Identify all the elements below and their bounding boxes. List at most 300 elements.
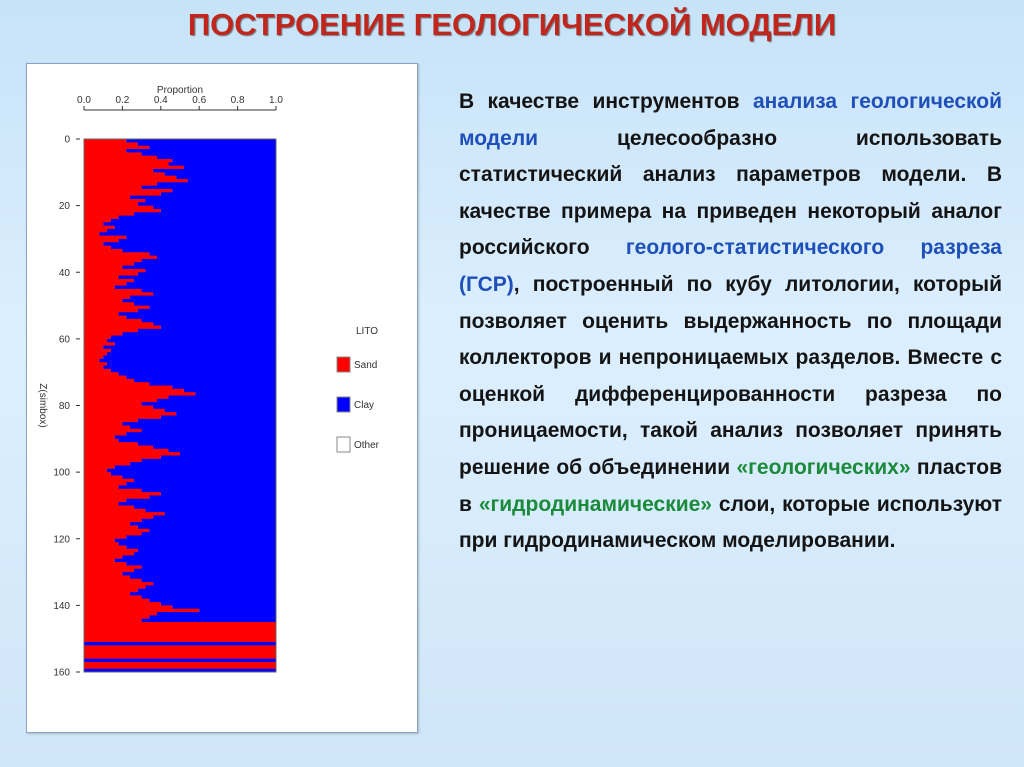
bar-clay	[161, 192, 276, 196]
bar-clay	[119, 276, 276, 280]
x-tick-label: 1.0	[269, 95, 283, 106]
bar-sand	[84, 469, 107, 473]
bar-sand	[84, 206, 153, 210]
body-paragraph	[459, 84, 1002, 560]
bar-sand	[84, 392, 195, 396]
bar-sand	[84, 605, 172, 609]
bar-sand	[84, 149, 126, 153]
bar-clay	[111, 336, 276, 340]
bar-clay	[126, 149, 276, 153]
bar-clay	[103, 242, 276, 246]
bar-sand	[84, 186, 142, 190]
bar-sand	[84, 352, 107, 356]
bar-sand	[84, 329, 138, 333]
legend-swatch	[337, 437, 350, 452]
bar-sand	[84, 572, 122, 576]
y-tick-label: 140	[53, 600, 70, 612]
bar-clay	[126, 432, 276, 436]
bar-sand	[84, 142, 138, 146]
bar-clay	[145, 509, 276, 513]
bar-clay	[145, 269, 276, 273]
bar-clay	[122, 422, 276, 426]
bar-sand	[84, 562, 126, 566]
bar-clay	[126, 236, 276, 240]
bar-sand	[84, 192, 161, 196]
bar-clay	[138, 525, 276, 529]
bar-clay	[119, 312, 276, 316]
bar-clay	[153, 322, 276, 326]
bar-clay	[157, 612, 276, 616]
bar-clay	[138, 589, 276, 593]
bar-clay	[130, 522, 276, 526]
bar-clay	[119, 542, 276, 546]
y-tick-label: 80	[58, 401, 70, 412]
bar-sand	[84, 276, 119, 280]
bar-clay	[142, 402, 276, 406]
bar-clay	[115, 435, 276, 439]
bar-sand	[84, 179, 188, 183]
bar-clay	[122, 555, 276, 559]
bar-sand	[84, 389, 184, 393]
bar-clay	[134, 212, 276, 216]
bar-sand	[84, 146, 149, 150]
bar-clay	[134, 262, 276, 266]
bar-clay	[130, 592, 276, 596]
lithology-proportion-chart	[27, 64, 417, 732]
bar-sand	[84, 485, 119, 489]
bar-clay	[130, 462, 276, 466]
bar-clay	[153, 582, 276, 586]
bar-clay	[142, 186, 276, 190]
bar-clay	[111, 472, 276, 476]
bar-sand	[84, 472, 111, 476]
bar-sand	[84, 386, 172, 390]
bar-clay	[195, 392, 276, 396]
x-tick-label: 0.8	[230, 95, 245, 106]
text-segment: «гидродинамические»	[478, 492, 712, 516]
bar-sand	[84, 602, 161, 606]
bar-sand	[84, 232, 99, 236]
bar-sand	[84, 435, 115, 439]
bar-sand	[84, 332, 122, 336]
bar-sand	[84, 339, 107, 343]
bar-sand	[84, 246, 111, 250]
bar-clay	[161, 326, 276, 330]
bar-sand	[84, 156, 157, 160]
bar-sand	[84, 555, 122, 559]
bar-clay	[126, 562, 276, 566]
bar-sand	[84, 495, 149, 499]
bar-clay	[165, 172, 276, 176]
bar-sand	[84, 615, 149, 619]
bar-clay	[153, 515, 276, 519]
bar-clay	[107, 339, 276, 343]
slide-title: ПОСТРОЕНИЕ ГЕОЛОГИЧЕСКОЙ МОДЕЛИ	[187, 7, 837, 42]
bar-clay	[176, 176, 276, 180]
bar-clay	[138, 202, 276, 206]
bar-clay	[126, 376, 276, 380]
bar-sand	[84, 402, 142, 406]
bar-clay	[165, 512, 276, 516]
bar-clay	[142, 459, 276, 463]
text-segment: слои, которые используют при гидродинамическом моделировании.	[459, 492, 1002, 553]
bar-clay	[134, 505, 276, 509]
bar-clay	[149, 529, 276, 533]
bar-sand	[84, 256, 157, 260]
bar-clay	[188, 179, 276, 183]
bar-clay	[134, 279, 276, 283]
bar-clay	[103, 222, 276, 226]
bar-sand	[84, 229, 107, 233]
bar-clay	[138, 142, 276, 146]
bar-clay	[142, 489, 276, 493]
bar-clay	[119, 216, 276, 220]
bar-clay	[172, 605, 276, 609]
bar-sand	[84, 349, 111, 353]
bar-clay	[107, 469, 276, 473]
bar-clay	[149, 146, 276, 150]
bar-clay	[84, 642, 276, 646]
bar-sand	[84, 226, 115, 230]
bar-clay	[138, 272, 276, 276]
bar-clay	[153, 206, 276, 210]
bar-clay	[153, 292, 276, 296]
bar-clay	[115, 286, 276, 290]
bar-sand	[84, 552, 134, 556]
bar-sand	[84, 499, 126, 503]
bar-sand	[84, 239, 119, 243]
bar-sand	[84, 342, 115, 346]
bar-sand	[84, 296, 130, 300]
legend-swatch	[337, 357, 350, 372]
bar-clay	[145, 585, 276, 589]
bar-sand	[84, 599, 149, 603]
bar-clay	[115, 559, 276, 563]
bar-sand	[84, 279, 134, 283]
bar-sand	[84, 292, 153, 296]
bar-sand	[84, 482, 126, 486]
legend-entry-label: Other	[354, 440, 380, 451]
bar-sand	[84, 196, 130, 200]
bar-sand	[84, 639, 276, 643]
bar-sand	[84, 665, 276, 669]
bar-sand	[84, 269, 145, 273]
bar-sand	[84, 569, 134, 573]
bar-sand	[84, 622, 276, 626]
bar-clay	[142, 532, 276, 536]
bar-clay	[134, 569, 276, 573]
bar-clay	[161, 455, 276, 459]
bar-sand	[84, 216, 119, 220]
bar-clay	[142, 565, 276, 569]
bar-clay	[184, 389, 276, 393]
bar-clay	[157, 399, 276, 403]
bar-sand	[84, 356, 103, 360]
bar-sand	[84, 259, 142, 263]
bar-sand	[84, 529, 149, 533]
bar-clay	[122, 266, 276, 270]
text-segment: , построенный по кубу литологии, который позволяет оценить выдержанность по площади коллекторов и непроницаемых разделов. Вместе с оценкой дифференцированности разреза по проницаемости, такой анализ позволяет принять решение об объединении	[459, 272, 1002, 479]
x-axis-title: Proportion	[156, 85, 204, 96]
bar-clay	[138, 419, 276, 423]
bar-sand	[84, 575, 130, 579]
x-tick-label: 0.2	[115, 95, 130, 106]
bar-sand	[84, 362, 107, 366]
bar-sand	[84, 459, 142, 463]
bar-clay	[119, 372, 276, 376]
bar-clay	[119, 439, 276, 443]
bar-sand	[84, 645, 276, 649]
bar-clay	[84, 659, 276, 663]
bar-sand	[84, 535, 126, 539]
bar-clay	[107, 229, 276, 233]
bar-clay	[126, 282, 276, 286]
bar-sand	[84, 475, 122, 479]
bar-clay	[142, 579, 276, 583]
bar-clay	[111, 369, 276, 373]
bar-clay	[157, 256, 276, 260]
bar-sand	[84, 462, 130, 466]
bar-clay	[168, 396, 276, 400]
y-tick-label: 40	[58, 267, 70, 279]
bar-clay	[168, 449, 276, 453]
bar-sand	[84, 412, 176, 416]
bar-sand	[84, 139, 126, 143]
bar-clay	[126, 139, 276, 143]
bar-sand	[84, 369, 111, 373]
bar-sand	[84, 565, 142, 569]
bar-clay	[165, 409, 276, 413]
bar-clay	[122, 332, 276, 336]
bar-clay	[199, 609, 276, 613]
bar-clay	[99, 359, 276, 363]
bar-sand	[84, 449, 168, 453]
bar-clay	[115, 465, 276, 469]
bar-sand	[84, 252, 149, 256]
bar-sand	[84, 442, 138, 446]
text-segment: целесообразно использовать статистический анализ параметров модели. В качестве примера на приведен некоторый аналог российского	[459, 126, 1002, 260]
bar-sand	[84, 425, 130, 429]
bar-sand	[84, 266, 122, 270]
bar-sand	[84, 539, 115, 543]
bar-clay	[122, 572, 276, 576]
bar-clay	[107, 352, 276, 356]
y-tick-label: 120	[53, 534, 70, 546]
bar-clay	[176, 412, 276, 416]
bar-clay	[130, 425, 276, 429]
x-tick-label: 0.4	[153, 95, 168, 106]
bar-sand	[84, 366, 103, 370]
bar-sand	[84, 612, 157, 616]
bar-sand	[84, 492, 161, 496]
bar-sand	[84, 222, 103, 226]
y-tick-label: 20	[58, 201, 70, 213]
bar-sand	[84, 409, 165, 413]
bar-sand	[84, 376, 126, 380]
bar-clay	[115, 226, 276, 230]
bar-sand	[84, 306, 149, 310]
bar-sand	[84, 162, 168, 166]
bar-sand	[84, 632, 276, 636]
bar-clay	[103, 366, 276, 370]
bar-sand	[84, 312, 119, 316]
bar-sand	[84, 505, 134, 509]
bar-clay	[126, 545, 276, 549]
bar-clay	[130, 575, 276, 579]
bar-clay	[145, 199, 276, 203]
bar-clay	[172, 189, 276, 193]
text-segment: пластов в	[459, 455, 1002, 516]
bar-clay	[138, 329, 276, 333]
bar-clay	[142, 259, 276, 263]
y-tick-label: 0	[64, 134, 70, 146]
bar-sand	[84, 242, 103, 246]
bar-sand	[84, 629, 276, 633]
bar-clay	[103, 356, 276, 360]
bar-clay	[103, 346, 276, 350]
bar-clay	[153, 445, 276, 449]
bar-clay	[157, 156, 276, 160]
bar-clay	[111, 349, 276, 353]
bar-sand	[84, 512, 165, 516]
bar-clay	[126, 316, 276, 320]
bar-sand	[84, 189, 172, 193]
bar-sand	[84, 445, 153, 449]
text-segment: анализа геологической модели	[459, 90, 1002, 150]
bar-sand	[84, 619, 142, 623]
bar-clay	[111, 219, 276, 223]
bar-clay	[115, 539, 276, 543]
bar-sand	[84, 322, 153, 326]
bar-clay	[142, 519, 276, 523]
bar-sand	[84, 346, 103, 350]
bar-sand	[84, 519, 142, 523]
bar-clay	[142, 289, 276, 293]
bar-sand	[84, 509, 145, 513]
bar-clay	[142, 595, 276, 599]
legend-swatch	[337, 397, 350, 412]
bar-sand	[84, 525, 138, 529]
bar-sand	[84, 635, 276, 639]
bar-sand	[84, 212, 134, 216]
bar-sand	[84, 652, 276, 656]
bar-sand	[84, 532, 142, 536]
bar-sand	[84, 219, 111, 223]
bar-sand	[84, 199, 145, 203]
bar-sand	[84, 549, 138, 553]
y-tick-label: 160	[53, 667, 70, 679]
bar-sand	[84, 372, 119, 376]
bar-clay	[168, 162, 276, 166]
bar-sand	[84, 282, 126, 286]
bar-sand	[84, 319, 142, 323]
bar-clay	[122, 299, 276, 303]
bar-clay	[149, 306, 276, 310]
bar-sand	[84, 172, 165, 176]
bar-clay	[153, 406, 276, 410]
bar-sand	[84, 545, 126, 549]
text-segment: «геологических»	[736, 455, 911, 479]
bar-sand	[84, 209, 161, 213]
bar-clay	[138, 442, 276, 446]
bar-sand	[84, 559, 115, 563]
bar-sand	[84, 379, 134, 383]
bar-clay	[122, 249, 276, 253]
text-segment: В качестве инструментов	[459, 90, 753, 113]
bar-clay	[142, 319, 276, 323]
bar-clay	[99, 232, 276, 236]
bar-clay	[126, 499, 276, 503]
bar-clay	[111, 246, 276, 250]
bar-clay	[149, 382, 276, 386]
y-tick-label: 100	[53, 467, 70, 479]
bar-sand	[84, 302, 134, 306]
bar-clay	[142, 429, 276, 433]
bar-clay	[130, 296, 276, 300]
bars-group	[84, 139, 276, 672]
chart-panel	[26, 63, 418, 733]
bar-sand	[84, 299, 122, 303]
bar-clay	[161, 492, 276, 496]
bar-sand	[84, 169, 153, 173]
bar-sand	[84, 422, 122, 426]
bar-sand	[84, 359, 99, 363]
bar-sand	[84, 662, 276, 666]
bar-clay	[138, 309, 276, 313]
bar-sand	[84, 542, 119, 546]
bar-clay	[122, 475, 276, 479]
bar-sand	[84, 455, 161, 459]
bar-clay	[149, 495, 276, 499]
bar-sand	[84, 589, 138, 593]
bar-sand	[84, 465, 115, 469]
bar-sand	[84, 249, 122, 253]
bar-sand	[84, 439, 119, 443]
bar-sand	[84, 286, 115, 290]
bar-sand	[84, 625, 276, 629]
bar-sand	[84, 182, 157, 186]
bar-clay	[107, 362, 276, 366]
bar-clay	[119, 239, 276, 243]
bar-sand	[84, 649, 276, 653]
x-tick-label: 0.6	[192, 95, 207, 106]
bar-sand	[84, 419, 138, 423]
bar-sand	[84, 289, 142, 293]
bar-sand	[84, 415, 161, 419]
bar-sand	[84, 432, 126, 436]
bar-clay	[184, 166, 276, 170]
bar-sand	[84, 502, 119, 506]
bar-clay	[126, 535, 276, 539]
bar-clay	[126, 482, 276, 486]
legend-entry-label: Sand	[354, 360, 378, 371]
bar-clay	[172, 159, 276, 163]
bar-sand	[84, 452, 180, 456]
bar-sand	[84, 326, 161, 330]
bar-sand	[84, 406, 153, 410]
bar-sand	[84, 609, 199, 613]
bar-sand	[84, 399, 157, 403]
bar-clay	[134, 479, 276, 483]
bar-sand	[84, 202, 138, 206]
bar-sand	[84, 522, 130, 526]
legend-entry-label: Clay	[354, 400, 375, 411]
bar-clay	[161, 415, 276, 419]
text-segment: геолого-статистического разреза (ГСР)	[459, 236, 1002, 296]
bar-sand	[84, 382, 149, 386]
bar-sand	[84, 336, 111, 340]
bar-clay	[153, 169, 276, 173]
